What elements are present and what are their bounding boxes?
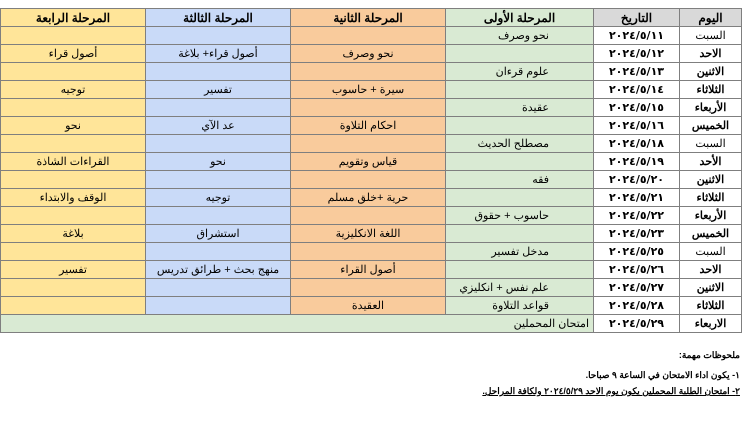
stage3-cell xyxy=(146,279,291,297)
stage2-cell: نحو وصرف xyxy=(291,45,446,63)
stage4-cell xyxy=(1,297,146,315)
table-row xyxy=(1,189,742,207)
day-cell: الخميس xyxy=(680,225,742,243)
stage1-cell: علوم قرءان xyxy=(446,63,594,81)
stage2-cell xyxy=(291,279,446,297)
stage4-cell xyxy=(1,63,146,81)
table-row xyxy=(1,261,742,279)
stage1-cell xyxy=(446,153,594,171)
header-date: التاريخ xyxy=(594,9,680,27)
stage1-cell xyxy=(446,225,594,243)
table-row xyxy=(1,207,742,225)
header-stage4: المرحلة الرابعة xyxy=(1,9,146,27)
date-cell: ٢٠٢٤/٥/٢٧ xyxy=(594,279,680,297)
merged-exam-cell: امتحان المحملين xyxy=(1,315,594,333)
day-cell: السبت xyxy=(680,243,742,261)
table-row xyxy=(1,135,742,153)
table-row xyxy=(1,279,742,297)
day-cell: الاثنين xyxy=(680,63,742,81)
stage3-cell xyxy=(146,243,291,261)
table-row xyxy=(1,81,742,99)
stage2-cell xyxy=(291,171,446,189)
note-1: ١- يكون اداء الامتحان في الساعة ٩ صباحا. xyxy=(585,370,740,380)
day-cell: الخميس xyxy=(680,117,742,135)
stage1-cell xyxy=(446,189,594,207)
table-row xyxy=(1,117,742,135)
stage1-cell xyxy=(446,45,594,63)
stage1-cell xyxy=(446,261,594,279)
date-cell: ٢٠٢٤/٥/١٣ xyxy=(594,63,680,81)
table-row xyxy=(1,243,742,261)
header-row xyxy=(1,9,742,27)
day-cell: الاحد xyxy=(680,45,742,63)
table-row xyxy=(1,171,742,189)
day-cell: الأربعاء xyxy=(680,99,742,117)
stage4-cell xyxy=(1,99,146,117)
day-cell: الاثنين xyxy=(680,171,742,189)
table-row xyxy=(1,45,742,63)
date-cell: ٢٠٢٤/٥/٢٠ xyxy=(594,171,680,189)
stage4-cell xyxy=(1,279,146,297)
stage1-cell: مدخل تفسير xyxy=(446,243,594,261)
day-cell: الاثنين xyxy=(680,279,742,297)
stage4-cell: أصول قراء xyxy=(1,45,146,63)
day-cell: السبت xyxy=(680,27,742,45)
date-cell: ٢٠٢٤/٥/٢٩ xyxy=(594,315,680,333)
stage2-cell: سيرة + حاسوب xyxy=(291,81,446,99)
stage1-cell xyxy=(446,81,594,99)
stage3-cell xyxy=(146,297,291,315)
notes-section xyxy=(482,350,740,402)
stage1-cell: علم نفس + انكليزي xyxy=(446,279,594,297)
stage4-cell xyxy=(1,135,146,153)
stage3-cell: منهج بحث + طرائق تدريس xyxy=(146,261,291,279)
stage2-cell xyxy=(291,27,446,45)
stage2-cell: حرية +خلق مسلم xyxy=(291,189,446,207)
date-cell: ٢٠٢٤/٥/٢٨ xyxy=(594,297,680,315)
stage1-cell: نحو وصرف xyxy=(446,27,594,45)
table-row xyxy=(1,297,742,315)
stage4-cell xyxy=(1,171,146,189)
stage1-cell: مصطلح الحديث xyxy=(446,135,594,153)
table-row xyxy=(1,27,742,45)
day-cell: الثلاثاء xyxy=(680,297,742,315)
stage2-cell xyxy=(291,135,446,153)
stage4-cell: الوقف والابتداء xyxy=(1,189,146,207)
date-cell: ٢٠٢٤/٥/٢٦ xyxy=(594,261,680,279)
stage1-cell: حاسوب + حقوق xyxy=(446,207,594,225)
stage4-cell: نحو xyxy=(1,117,146,135)
stage3-cell: أصول قراء+ بلاغة xyxy=(146,45,291,63)
stage2-cell: اللغة الانكليزية xyxy=(291,225,446,243)
day-cell: الأربعاء xyxy=(680,207,742,225)
stage3-cell: عد الآي xyxy=(146,117,291,135)
stage3-cell xyxy=(146,99,291,117)
stage1-cell: عقيدة xyxy=(446,99,594,117)
date-cell: ٢٠٢٤/٥/٢١ xyxy=(594,189,680,207)
day-cell: السبت xyxy=(680,135,742,153)
stage2-cell: العقيدة xyxy=(291,297,446,315)
stage3-cell: نحو xyxy=(146,153,291,171)
stage3-cell xyxy=(146,171,291,189)
stage3-cell: تفسير xyxy=(146,81,291,99)
table-row xyxy=(1,99,742,117)
notes-title: ملحوظات مهمة: xyxy=(678,350,740,360)
date-cell: ٢٠٢٤/٥/١٦ xyxy=(594,117,680,135)
day-cell: الاربعاء xyxy=(680,315,742,333)
date-cell: ٢٠٢٤/٥/١٩ xyxy=(594,153,680,171)
stage3-cell xyxy=(146,207,291,225)
table-row xyxy=(1,153,742,171)
stage2-cell xyxy=(291,63,446,81)
stage2-cell: احكام التلاوة xyxy=(291,117,446,135)
day-cell: الاحد xyxy=(680,261,742,279)
table-row-last xyxy=(1,315,742,333)
stage2-cell xyxy=(291,207,446,225)
date-cell: ٢٠٢٤/٥/١١ xyxy=(594,27,680,45)
date-cell: ٢٠٢٤/٥/٢٢ xyxy=(594,207,680,225)
stage3-cell xyxy=(146,135,291,153)
note-2: ٢- امتحان الطلبة المحملين يكون يوم الاحد ٢٠٢٤/٥/٢٩ ولكافة المراحل. xyxy=(482,386,740,396)
header-stage1: المرحلة الأولى xyxy=(446,9,594,27)
stage2-cell: أصول القراء xyxy=(291,261,446,279)
stage3-cell: توجيه xyxy=(146,189,291,207)
table-row xyxy=(1,63,742,81)
stage4-cell xyxy=(1,243,146,261)
stage1-cell: قواعد التلاوة xyxy=(446,297,594,315)
table-row xyxy=(1,225,742,243)
date-cell: ٢٠٢٤/٥/١٢ xyxy=(594,45,680,63)
date-cell: ٢٠٢٤/٥/١٥ xyxy=(594,99,680,117)
exam-schedule-table xyxy=(0,8,742,333)
stage2-cell xyxy=(291,243,446,261)
day-cell: الأحد xyxy=(680,153,742,171)
day-cell: الثلاثاء xyxy=(680,81,742,99)
stage4-cell: القراءات الشاذة xyxy=(1,153,146,171)
stage3-cell xyxy=(146,63,291,81)
stage1-cell: فقه xyxy=(446,171,594,189)
date-cell: ٢٠٢٤/٥/٢٣ xyxy=(594,225,680,243)
day-cell: الثلاثاء xyxy=(680,189,742,207)
stage2-cell: قياس وتقويم xyxy=(291,153,446,171)
stage4-cell: توجيه xyxy=(1,81,146,99)
stage4-cell: تفسير xyxy=(1,261,146,279)
header-stage3: المرحلة الثالثة xyxy=(146,9,291,27)
stage2-cell xyxy=(291,99,446,117)
header-stage2: المرحلة الثانية xyxy=(291,9,446,27)
stage4-cell xyxy=(1,207,146,225)
date-cell: ٢٠٢٤/٥/٢٥ xyxy=(594,243,680,261)
stage1-cell xyxy=(446,117,594,135)
stage4-cell xyxy=(1,27,146,45)
header-day: اليوم xyxy=(680,9,742,27)
date-cell: ٢٠٢٤/٥/١٨ xyxy=(594,135,680,153)
stage4-cell: بلاغة xyxy=(1,225,146,243)
stage3-cell: استشراق xyxy=(146,225,291,243)
date-cell: ٢٠٢٤/٥/١٤ xyxy=(594,81,680,99)
stage3-cell xyxy=(146,27,291,45)
